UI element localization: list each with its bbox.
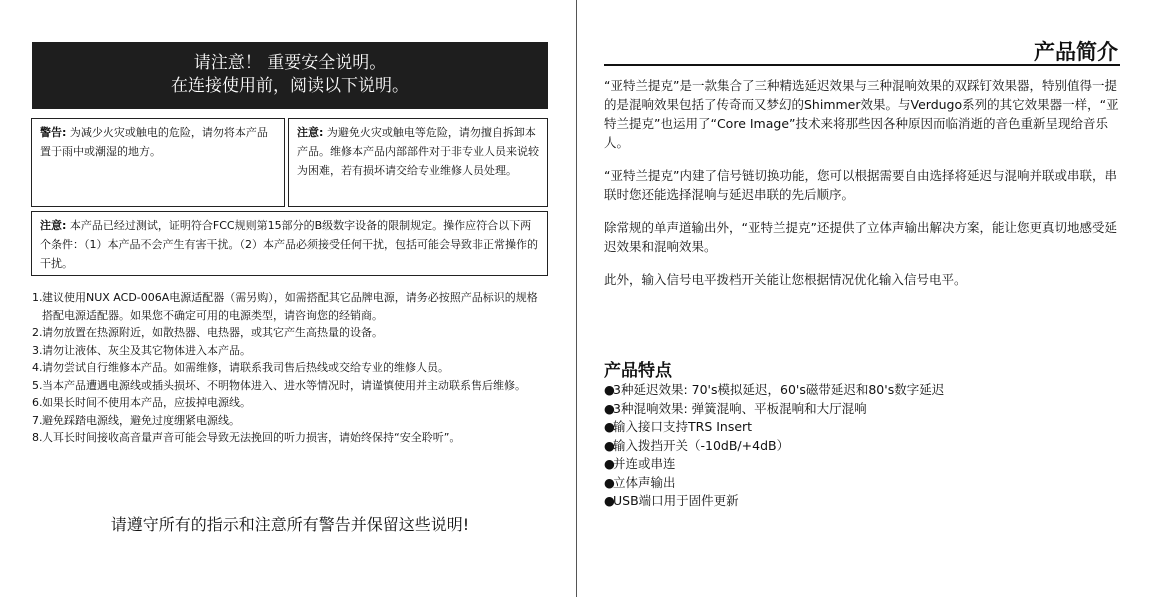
product-intro [604,76,1124,303]
list-item [32,324,548,342]
feature-item [604,474,944,493]
list-item-number: 3. [32,343,43,357]
features-list [604,381,944,511]
feature-item [604,400,944,419]
feature-item [604,455,944,474]
feature-item [604,492,944,511]
safety-banner [32,42,548,109]
bullet-icon: ● [604,437,615,453]
list-item-number: 5. [32,378,43,392]
list-item-number: 6. [32,396,43,409]
bullet-icon: ● [604,419,615,434]
fcc-notice-label: 注意: [40,219,67,232]
list-item [32,377,548,395]
caution-text: 为避免火灾或触电等危险，请勿擅自拆卸本产品。维修本产品内部部件对于非专业人员来说较为困难，若有损坏请交给专业维修人员处理。 [297,126,539,177]
footer-note: 请遵守所有的指示和注意所有警告并保留这些说明! [110,515,470,534]
list-item-text: 请勿放置在热源附近，如散热器、电热器，或其它产生高热量的设备。 [42,326,383,339]
section-title-intro: 产品简介 [1034,40,1118,64]
list-item-number: 8. [32,431,43,444]
list-item-text: 如果长时间不使用本产品，应拔掉电源线。 [42,396,251,409]
list-item [32,412,548,430]
list-item-number: 7. [32,413,43,427]
fcc-notice-box [31,211,548,276]
intro-paragraph: “亚特兰提克”是一款集合了三种精选延迟效果与三种混响效果的双踩钉效果器，特别值得一提的是混响效果包括了传奇而又梦幻的Shimmer效果。与Verdugo系列的其它效果器一样，“亚特兰提克”也运用了“Core Image”技术来将那些因各种原因而临消逝的音色重新呈现给音乐人。 [604,78,1119,150]
bullet-icon: ● [604,400,615,416]
list-item-text: 请勿尝试自行维修本产品。如需维修，请联系我司售后热线或交给专业的维修人员。 [42,361,449,374]
feature-item [604,381,944,400]
list-item-number: 4. [32,361,43,374]
intro-paragraph: 除常规的单声道输出外，“亚特兰提克”还提供了立体声输出解决方案，能让您更真切地感受延迟效果和混响效果。 [604,220,1117,254]
safety-instructions-list [32,289,548,447]
feature-text: 输入接口支持TRS Insert [613,419,753,434]
list-item [32,342,548,360]
list-item [32,289,548,324]
feature-text: 并连或串连 [613,456,676,471]
list-item [32,359,548,377]
warning-label: 警告: [40,126,67,139]
feature-text: 3种混响效果: 弹簧混响、平板混响和大厅混响 [613,400,867,416]
bullet-icon: ● [604,474,615,490]
section-title-features: 产品特点 [604,361,672,381]
feature-text: 输入拨挡开关（-10dB/+4dB） [613,437,790,453]
list-item-text: 建议使用NUX ACD-006A电源适配器（需另购），如需搭配其它品牌电源，请务必按照产品标识的规格搭配电源适配器。如果您不确定可用的电源类型，请咨询您的经销商。 [42,291,538,322]
list-item-text: 当本产品遭遇电源线或插头损坏、不明物体进入、进水等情况时，请谨慎使用并主动联系售后维修。 [42,378,526,392]
intro-paragraph: 此外，输入信号电平拨档开关能让您根据情况优化输入信号电平。 [604,272,967,287]
list-item-text: 人耳长时间接收高音量声音可能会导致无法挽回的听力损害，请始终保持“安全聆听”。 [42,431,461,444]
page-divider [576,0,577,597]
list-item-text: 避免踩踏电源线，避免过度绷紧电源线。 [42,413,240,427]
fcc-notice-text: 本产品已经过测试，证明符合FCC规则第15部分的B级数字设备的限制规定。操作应符合以下两个条件：（1）本产品不会产生有害干扰。（2）本产品必须接受任何干扰，包括可能会导致非正常操作的干扰。 [40,219,538,270]
list-item-number: 1. [32,291,43,304]
feature-text: 立体声输出 [613,474,676,490]
list-item-number: 2. [32,326,43,339]
bullet-icon: ● [604,456,615,471]
banner-line-2: 在连接使用前，阅读以下说明。 [171,76,409,96]
banner-line-1: 请注意！ 重要安全说明。 [193,53,387,73]
feature-text: USB端口用于固件更新 [613,493,739,508]
bullet-icon: ● [604,382,615,397]
warning-text: 为减少火灾或触电的危险，请勿将本产品置于雨中或潮湿的地方。 [40,126,268,158]
caution-label: 注意: [297,126,324,139]
title-rule [604,64,1120,66]
list-item-text: 请勿让液体、灰尘及其它物体进入本产品。 [42,343,251,357]
list-item [32,394,548,412]
feature-item [604,418,944,437]
intro-paragraph: “亚特兰提克”内建了信号链切换功能，您可以根据需要自由选择将延迟与混响并联或串联，串联时您还能选择混响与延迟串联的先后顺序。 [604,168,1117,202]
feature-item [604,437,944,456]
warning-box [31,118,285,207]
list-item [32,429,548,447]
feature-text: 3种延迟效果: 70's模拟延迟，60's磁带延迟和80's数字延迟 [613,382,945,397]
bullet-icon: ● [604,493,615,508]
caution-box [288,118,548,207]
